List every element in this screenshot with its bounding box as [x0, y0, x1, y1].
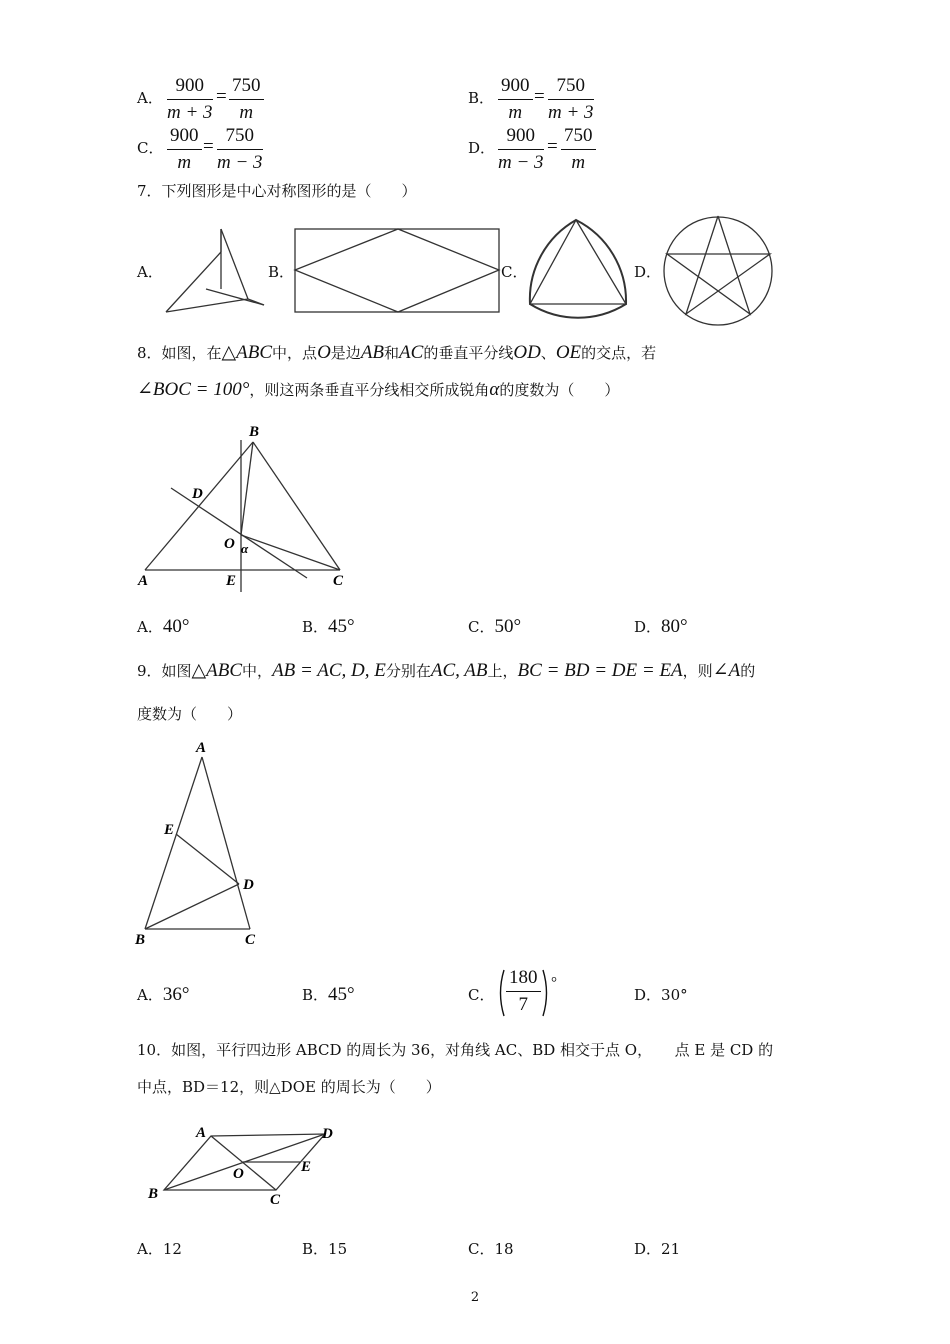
- fraction-180-7: $\frac{180}{7}$: [506, 967, 541, 1016]
- label-e: E: [164, 822, 175, 838]
- label-o: O: [233, 1166, 244, 1182]
- label-o: O: [224, 536, 235, 552]
- q8-stem-line1: 8．如图，在△ABC中，点O是边AB和AC的垂直平分线OD、OE的交点，若: [137, 342, 657, 363]
- q7-stem: 7．下列图形是中心对称图形的是（ ）: [137, 182, 417, 200]
- label-c: C: [245, 932, 256, 948]
- fraction-right: $\frac{750}{m - 3}$: [217, 125, 263, 173]
- equals-sign: =: [534, 86, 545, 107]
- q10-stem-line2: 中点，BD＝12，则△DOE 的周长为（ ）: [137, 1078, 441, 1096]
- option-label: B．: [468, 89, 495, 107]
- label-e: E: [226, 573, 237, 589]
- q10-option-c: C．18: [468, 1240, 514, 1258]
- equals-sign: =: [216, 86, 227, 107]
- label-a: A: [138, 573, 149, 589]
- option-label: C．: [137, 139, 164, 157]
- label-b: B: [249, 424, 260, 440]
- label-c: C: [270, 1192, 281, 1208]
- label-alpha: α: [241, 541, 249, 556]
- fraction-right: $\frac{750}{m}$: [229, 75, 264, 124]
- q7-label-c: C．: [501, 263, 528, 281]
- degree-sign: °: [551, 975, 557, 991]
- option-label: D．: [468, 139, 496, 157]
- fraction-left: $\frac{900}{m}$: [498, 75, 533, 124]
- q8-stem-line2: ∠BOC = 100°，则这两条垂直平分线相交所成锐角α的度数为（ ）: [137, 379, 620, 400]
- q7-label-d: D．: [634, 263, 662, 281]
- page-number: 2: [470, 1290, 480, 1305]
- q8-option-b: B．45°: [302, 616, 355, 637]
- label-a: A: [196, 1125, 207, 1141]
- equals-sign: =: [203, 136, 214, 157]
- label-d: D: [322, 1126, 333, 1142]
- q10-option-d: D．21: [634, 1240, 681, 1258]
- q9-option-b: B．45°: [302, 984, 355, 1005]
- fraction-right: $\frac{750}{m + 3}$: [548, 75, 594, 123]
- q9-option-d: D．30°: [634, 986, 688, 1004]
- label-c: C: [333, 573, 344, 589]
- fraction-left: $\frac{900}{m}$: [167, 125, 202, 174]
- q10-stem-line1: 10．如图，平行四边形 ABCD 的周长为 36，对角线 AC、BD 相交于点 O， 点 E 是 CD 的: [137, 1041, 774, 1059]
- q9-stem-line1: 9．如图△ABC中，AB = AC, D, E分别在AC, AB上，BC = BD = DE = EA，则∠A的: [137, 660, 756, 681]
- fraction-left: $\frac{900}{m + 3}$: [167, 75, 213, 123]
- option-label: A．: [137, 89, 163, 107]
- label-b: B: [135, 932, 146, 948]
- q10-option-a: A．12: [137, 1240, 182, 1258]
- equals-sign: =: [547, 136, 558, 157]
- q8-option-a: A．40°: [137, 616, 190, 637]
- q7-label-b: B．: [268, 263, 295, 281]
- label-e: E: [301, 1159, 312, 1175]
- q9-option-a: A．36°: [137, 984, 190, 1005]
- q10-option-b: B．15: [302, 1240, 348, 1258]
- q8-option-d: D．80°: [634, 616, 688, 637]
- label-d: D: [243, 877, 254, 893]
- fraction-left: $\frac{900}{m - 3}$: [498, 125, 544, 173]
- q7-label-a: A．: [137, 263, 163, 281]
- label-d: D: [192, 486, 203, 502]
- q9-stem-line2: 度数为（ ）: [137, 705, 243, 723]
- fraction-right: $\frac{750}{m}$: [561, 125, 596, 174]
- label-b: B: [148, 1186, 159, 1202]
- q8-option-c: C．50°: [468, 616, 522, 637]
- label-a: A: [196, 740, 207, 756]
